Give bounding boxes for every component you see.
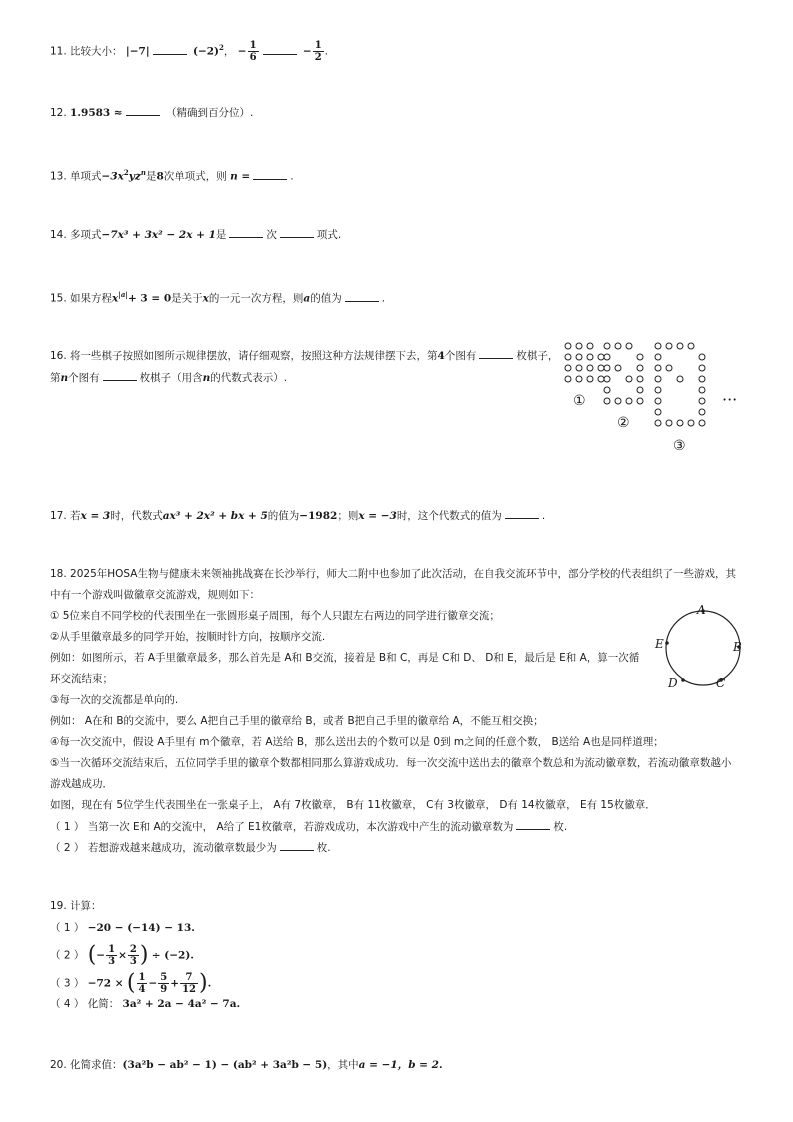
chess-piece <box>626 343 632 349</box>
chess-pattern-figure <box>560 340 740 460</box>
q19-part-4: （ 4 ） 化简： 3a² + 2a − 4a² − 7a. <box>50 998 241 1010</box>
chess-piece <box>626 398 632 404</box>
chess-piece <box>576 376 582 382</box>
q19-part-3: （ 3 ） −72 × ( $\frac{1}{4}$ − $\frac{5}{9}$ + $\frac{7}{12}$ ). <box>50 970 212 996</box>
pattern-figure-3 <box>655 343 705 426</box>
q18-line: 如图，现在有 5位学生代表围坐在一张桌子上， A有 7枚徽章， B有 11枚徽章， C有 3枚徽章， D有 14枚徽章， E有 15枚徽章． <box>50 799 656 811</box>
answer-blank <box>153 43 187 55</box>
point-D <box>681 678 685 682</box>
chess-piece <box>699 354 705 360</box>
q18-sub-1: （ 1 ） 当第一次 E和 A的交流中， A给了 E1枚徽章，若游戏成功，本次游戏中产生的流动徽章数为 枚. <box>50 818 567 835</box>
chess-piece <box>604 343 610 349</box>
chess-piece <box>655 365 661 371</box>
q18-line: ⑤当一次循环交流结束后，五位同学手里的徽章个数都相同那么算游戏成功．每一次交流中送出去的徽章个数总和为流动徽章数，若流动徽章数越小 <box>50 757 732 769</box>
chess-piece <box>655 409 661 415</box>
question-15: 15. 如果方程$x^{|a|}+ 3 = 0$是关于x的一元一次方程，则a的值为 . <box>50 290 386 305</box>
q19-part-1: （ 1 ） −20 − (−14) − 13. <box>50 922 195 934</box>
chess-piece <box>598 376 604 382</box>
fraction: $\frac{2}{3}$ <box>129 944 137 967</box>
fraction: $\frac{1}{4}$ <box>138 972 146 995</box>
question-19-head: 19. 计算： <box>50 900 102 912</box>
answer-blank <box>280 839 314 851</box>
answer-blank <box>103 369 137 381</box>
fraction: $\frac{7}{12}$ <box>182 972 196 995</box>
q19-part-2: （ 2 ） (− $\frac{1}{3}$ × $\frac{2}{3}$ ) ÷ (−2). <box>50 942 194 968</box>
chess-piece <box>655 398 661 404</box>
chess-piece <box>615 365 621 371</box>
answer-blank <box>505 507 539 519</box>
chess-piece <box>677 376 683 382</box>
answer-blank <box>516 818 550 830</box>
chess-piece <box>699 387 705 393</box>
chess-piece <box>699 376 705 382</box>
fraction: $\frac{1}{3}$ <box>108 944 116 967</box>
q18-line: 例如： A在和 B的交流中，要么 A把自己手里的徽章给 B，或者 B把自己手里的徽章给 A，不能互相交换； <box>50 715 544 727</box>
figure-label-1: ① <box>573 393 586 409</box>
question-11: 11. 比较大小： |−7| $(-2)^2$， − $\frac{1}{6}$ − $\frac{1}{2}$ . <box>50 40 328 63</box>
chess-piece <box>587 376 593 382</box>
chess-piece <box>677 420 683 426</box>
chess-piece <box>677 343 683 349</box>
round-table-circle <box>666 611 740 685</box>
chess-piece <box>699 398 705 404</box>
chess-piece <box>565 376 571 382</box>
q18-sub-2: （ 2 ） 若想游戏越来越成功，流动徽章数最少为 枚. <box>50 839 331 856</box>
chess-piece <box>655 354 661 360</box>
chess-piece <box>699 365 705 371</box>
chess-piece <box>637 365 643 371</box>
chess-piece <box>655 376 661 382</box>
fraction: $\frac{1}{6}$ <box>249 40 257 63</box>
chess-piece <box>637 354 643 360</box>
q18-line: 环交流结束； <box>50 673 113 685</box>
fraction: $\frac{5}{9}$ <box>160 972 168 995</box>
chess-piece <box>604 398 610 404</box>
chess-piece <box>576 365 582 371</box>
fraction: $\frac{1}{2}$ <box>314 40 322 63</box>
chess-piece <box>637 376 643 382</box>
question-13: 13. 单项式$-3x^2yz^n$是8次单项式，则 n = . <box>50 168 294 183</box>
chess-piece <box>699 420 705 426</box>
question-16-line-2: 第n个图有 枚棋子（用含n的代数式表示）. <box>50 369 287 386</box>
chess-piece <box>655 343 661 349</box>
q18-line: 游戏越成功． <box>50 778 113 790</box>
chess-piece <box>598 354 604 360</box>
chess-piece <box>626 376 632 382</box>
chess-piece <box>637 398 643 404</box>
label-A: A <box>697 603 706 617</box>
question-14: 14. 多项式−7x³ + 3x² − 2x + 1是 次 项式. <box>50 226 341 243</box>
chess-piece <box>666 365 672 371</box>
q18-line: ④每一次交流中，假设 A手里有 m个徽章，若 A送给 B，那么送出去的个数可以是 0到 m之间的任意个数， B送给 A也是同样道理； <box>50 736 664 748</box>
chess-piece <box>604 387 610 393</box>
answer-blank <box>253 168 287 180</box>
chess-piece <box>688 420 694 426</box>
answer-blank <box>263 43 297 55</box>
chess-piece <box>576 354 582 360</box>
chess-piece <box>655 387 661 393</box>
label-C: C <box>716 676 726 690</box>
chess-piece <box>587 365 593 371</box>
chess-piece <box>604 376 610 382</box>
q18-line: ②从手里徽章最多的同学开始，按顺时针方向，按顺序交流. <box>50 631 326 643</box>
chess-piece <box>587 354 593 360</box>
label-B: B <box>733 640 742 654</box>
chess-piece <box>604 365 610 371</box>
q18-line: 18. 2025年HOSA生物与健康未来领袖挑战赛在长沙举行，师大二附中也参加了此次活动，在自我交流环节中，部分学校的代表组织了一些游戏，其 <box>50 568 736 580</box>
answer-blank <box>479 347 513 359</box>
question-17: 17. 若x = 3时，代数式ax³ + 2x² + bx + 5的值为−1982；则x = −3时，这个代数式的值为 . <box>50 507 545 524</box>
label-E: E <box>655 637 664 651</box>
pattern-figure-1 <box>565 343 604 382</box>
chess-piece <box>615 398 621 404</box>
point-E <box>665 641 669 645</box>
chess-piece <box>637 387 643 393</box>
answer-blank <box>280 226 314 238</box>
chess-piece <box>576 343 582 349</box>
chess-piece <box>666 420 672 426</box>
answer-blank <box>229 226 263 238</box>
chess-piece <box>615 343 621 349</box>
q18-line: ① 5位来自不同学校的代表围坐在一张圆形桌子周围，每个人只跟左右两边的同学进行徽章交流； <box>50 610 500 622</box>
figure-label-2: ② <box>617 415 630 431</box>
q18-line: 中有一个游戏叫做徽章交流游戏，规则如下： <box>50 589 260 601</box>
pattern-figure-2 <box>604 343 643 404</box>
chess-piece <box>699 409 705 415</box>
question-12: 12. 1.9583 ≈ （精确到百分位）. <box>50 104 253 121</box>
question-20: 20. 化简求值：(3a²b − ab² − 1) − (ab² + 3a²b − 5)，其中a = −1，b = 2. <box>50 1059 443 1071</box>
chess-piece <box>565 343 571 349</box>
chess-piece <box>666 343 672 349</box>
chess-piece <box>587 343 593 349</box>
chess-piece <box>688 343 694 349</box>
answer-blank <box>345 290 379 302</box>
chess-piece <box>604 354 610 360</box>
chess-piece <box>598 365 604 371</box>
ellipsis: ··· <box>722 390 738 409</box>
figure-label-3: ③ <box>673 438 686 454</box>
q18-line: ③每一次的交流都是单向的. <box>50 694 179 706</box>
chess-piece <box>655 420 661 426</box>
question-16-line-1: 16. 将一些棋子按照如图所示规律摆放，请仔细观察，按照这种方法规律摆下去，第4个图有 枚棋子， <box>50 347 558 364</box>
q18-line: 例如：如图所示，若 A手里徽章最多，那么首先是 A和 B交流，接着是 B和 C，再是 C和 D、 D和 E，最后是 E和 A，算一次循 <box>50 652 640 664</box>
chess-piece <box>565 365 571 371</box>
answer-blank <box>126 104 160 116</box>
chess-piece <box>565 354 571 360</box>
label-D: D <box>668 676 678 690</box>
